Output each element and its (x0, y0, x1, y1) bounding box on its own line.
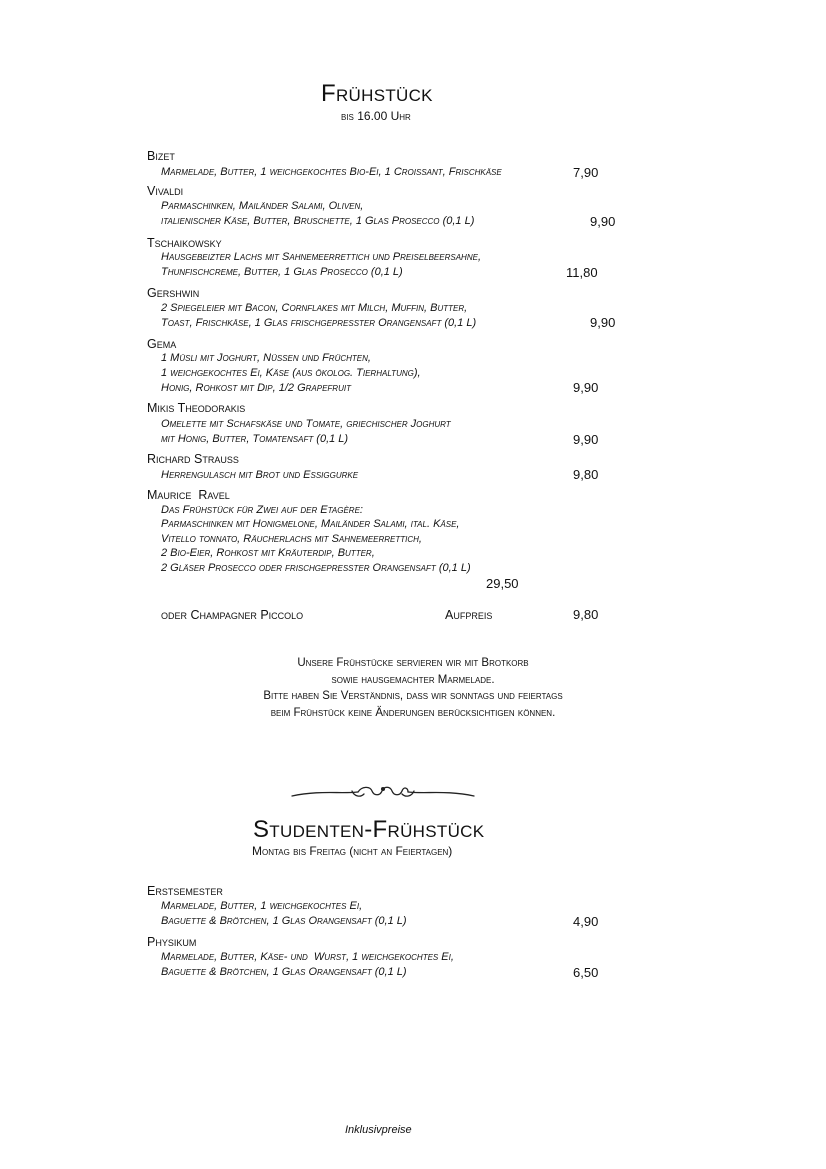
menu-item-description: Thunfischcreme, Butter, 1 Glas Prosecco (0,1 L) (161, 266, 403, 278)
note-line: Bitte haben Sie Verständnis, dass wir sonntags und feiertags (263, 690, 563, 702)
note-line: beim Frühstück keine Änderungen berücksichtigen können. (270, 707, 556, 719)
section-title-fruehstueck: Frühstück (321, 80, 433, 107)
footer-note: Inklusivpreise (345, 1124, 412, 1136)
menu-item-description: italienischer Käse, Butter, Bruschette, 1 Glas Prosecco (0,1 L) (161, 215, 475, 227)
menu-item-description: Baguette & Brötchen, 1 Glas Orangensaft (0,1 L) (161, 915, 407, 927)
menu-item-description: 2 Bio-Eier, Rohkost mit Kräuterdip, Butter, (161, 547, 375, 559)
menu-item-price: 9,80 (573, 467, 599, 482)
section-title-studenten-fruehstueck: Studenten-Frühstück (253, 816, 485, 843)
menu-item-description: Baguette & Brötchen, 1 Glas Orangensaft (0,1 L) (161, 966, 407, 978)
note-line: Unsere Frühstücke servieren wir mit Brotkorb (297, 657, 529, 669)
menu-item-name: Erstsemester (147, 884, 223, 898)
menu-item-name: Maurice Ravel (147, 488, 230, 502)
menu-item-description: Marmelade, Butter, Käse- und Wurst, 1 weichgekochtes Ei, (161, 951, 454, 963)
section-subtitle-studenten-fruehstueck: Montag bis Freitag (nicht an Feiertagen) (252, 844, 453, 858)
menu-item-price: 11,80 (566, 265, 598, 280)
menu-item-name: Physikum (147, 935, 197, 949)
menu-item-description: Vitello tonnato, Räucherlachs mit Sahnemeerrettich, (161, 533, 422, 545)
menu-item-price: 9,90 (590, 214, 616, 229)
menu-item-description: Das Frühstück für Zwei auf der Etagère: (161, 504, 363, 516)
menu-item-name: Mikis Theodorakis (147, 401, 246, 415)
menu-item-name: Gema (147, 337, 177, 351)
menu-item-name: Vivaldi (147, 184, 184, 198)
menu-item-price: 9,90 (573, 380, 599, 395)
menu-item-description: Herrengulasch mit Brot und Essiggurke (161, 469, 359, 481)
menu-item-price: 6,50 (573, 965, 599, 980)
ornament-divider-icon (290, 780, 476, 804)
menu-item-description: 1 Müsli mit Joghurt, Nüssen und Früchten, (161, 352, 371, 364)
extra-surcharge-label: Aufpreis (445, 608, 493, 622)
menu-item-price: 4,90 (573, 914, 599, 929)
menu-item-description: Parmaschinken mit Honigmelone, Mailänder Salami, ital. Käse, (161, 518, 460, 530)
extra-label: oder Champagner Piccolo (161, 608, 304, 622)
menu-item-name: Gershwin (147, 286, 200, 300)
section-subtitle-fruehstueck: bis 16.00 Uhr (341, 109, 411, 123)
extra-price: 9,80 (573, 607, 599, 622)
menu-item-description: Omelette mit Schafskäse und Tomate, griechischer Joghurt (161, 418, 451, 430)
menu-item-description: Parmaschinken, Mailänder Salami, Oliven, (161, 200, 364, 212)
menu-item-description: Toast, Frischkäse, 1 Glas frischgepresster Orangensaft (0,1 L) (161, 317, 477, 329)
menu-item-description: 2 Spiegeleier mit Bacon, Cornflakes mit Milch, Muffin, Butter, (161, 302, 468, 314)
note-line: sowie hausgemachter Marmelade. (331, 674, 495, 686)
menu-item-price: 29,50 (486, 576, 519, 591)
menu-item-description: Marmelade, Butter, 1 weichgekochtes Bio-Ei, 1 Croissant, Frischkäse (161, 166, 502, 178)
menu-item-name: Richard Strauss (147, 452, 239, 466)
menu-item-name: Bizet (147, 149, 175, 163)
menu-item-description: 2 Gläser Prosecco oder frischgepresster Orangensaft (0,1 L) (161, 562, 471, 574)
menu-item-description: Hausgebeizter Lachs mit Sahnemeerrettich und Preiselbeersahne, (161, 251, 482, 263)
menu-item-price: 9,90 (573, 432, 599, 447)
menu-item-description: Honig, Rohkost mit Dip, 1/2 Grapefruit (161, 382, 351, 394)
menu-item-description: Marmelade, Butter, 1 weichgekochtes Ei, (161, 900, 363, 912)
menu-item-name: Tschaikowsky (147, 236, 222, 250)
menu-item-description: 1 weichgekochtes Ei, Käse (aus ökolog. Tierhaltung), (161, 367, 421, 379)
menu-item-price: 9,90 (590, 315, 616, 330)
menu-item-description: mit Honig, Butter, Tomatensaft (0,1 L) (161, 433, 349, 445)
menu-item-price: 7,90 (573, 165, 599, 180)
